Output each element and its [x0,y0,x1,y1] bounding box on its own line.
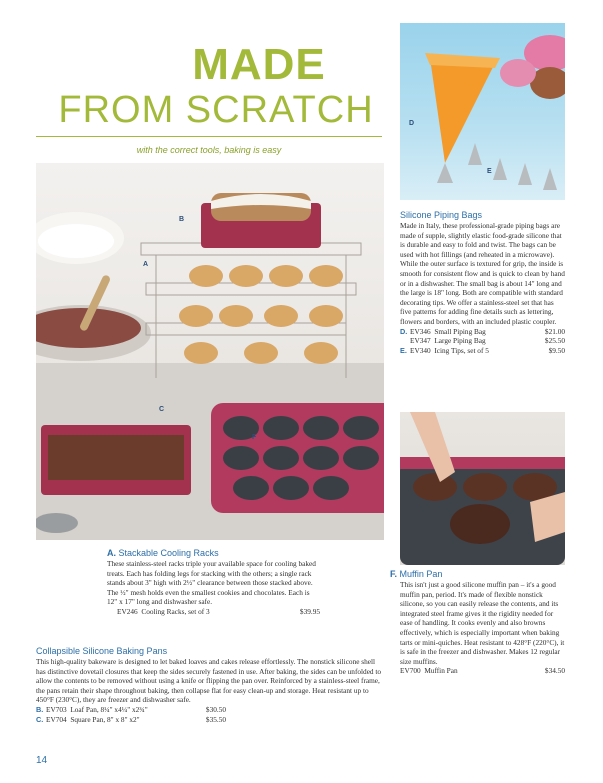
photo-muffin-pan [400,412,565,565]
item-price: $30.50 [205,704,226,714]
piping-photo-illustration [400,23,565,200]
item-sku: EV700 Muffin Pan [400,666,458,676]
page-number: 14 [36,755,48,766]
section-piping-bags [400,209,565,355]
photo-label-d: D [409,120,415,127]
photo-label-c: C [159,406,165,413]
muffin-heading [390,568,565,580]
piping-item-row [400,327,565,337]
photo-cooling-racks-and-pans [36,163,384,540]
item-price: $21.00 [544,326,565,336]
pans-description: This high-quality bakeware is designed to let baked loaves and cakes release effortlessly. The nonstick silicone shell has distinctive dovetail closures that keep the sides securely fastened in use. After baking, the sides can be unfolded to allow the contents to be removed without using a knife or flipping the pan over. Reinforced by a stainless-steel frame, the pans retain their shape throughout baking, then collapse flat for easy clean-up and storage. Heat resistant up to 450°F (230°C), they are freezer and dishwasher safe. [36,657,382,705]
muffin-description: This isn't just a good silicone muffin pan – it's a good muffin pan, period. It's made of flexible nonstick silicone, so you can easily release the contents, and its integrated steel frame gives it the rigidity needed for ease of handling. It cooks evenly and also browns effectively, which is especially important when baking tarts or mini-quiches. Heat resistant to 428°F (220°C), it is safe in the freezer and dishwasher. Makes 12 regular size muffins. [400,580,565,666]
piping-item-row [400,346,565,356]
photo-label-a: A [143,261,149,268]
item-price: $35.50 [205,714,226,724]
main-photo-illustration [36,163,384,540]
muffin-letter: F. [390,569,398,579]
item-letter [107,607,117,617]
piping-item-row [400,336,565,346]
item-price: $39.95 [299,606,320,616]
tagline: with the correct tools, baking is easy [136,145,282,155]
section-cooling-racks [107,547,320,617]
section-muffin-pan [390,568,565,676]
racks-item-row [107,607,320,617]
photo-label-b: B [179,216,185,223]
item-letter [400,336,410,346]
racks-heading [107,547,320,559]
item-sku: EV347 Large Piping Bag [410,336,486,346]
item-letter: B. [36,704,44,714]
piping-heading: Silicone Piping Bags [400,210,483,220]
photo-label-e: E [487,168,492,175]
pans-heading: Collapsible Silicone Baking Pans [36,646,168,656]
item-letter: D. [400,326,408,336]
racks-title: Stackable Cooling Racks [118,548,219,558]
photo-label-f: F [252,434,257,441]
photo-piping-bags [400,23,565,200]
pans-item-row [36,705,226,715]
item-sku: EV703 Loaf Pan, 8¼" x4¼" x2¾" [46,704,148,714]
item-letter [390,666,400,676]
item-sku: EV340 Icing Tips, set of 5 [410,345,489,355]
muffin-title: Muffin Pan [399,569,443,579]
pans-item-row [36,715,226,725]
item-sku: EV246 Cooling Racks, set of 3 [117,606,210,616]
item-sku: EV704 Square Pan, 8" x 8" x2" [46,714,140,724]
title-divider [36,136,382,137]
muffin-item-row [390,666,565,676]
item-price: $9.50 [548,345,565,355]
title-from-scratch: FROM SCRATCH [58,89,374,131]
racks-description: These stainless-steel racks triple your available space for cooling baked treats. Each has folding legs for stacking with the others; a single rack stands about 3" high with 2½" clearance between those stacked above. The ½" mesh holds even the smallest cookies and chocolates. Each is 12" x 17" long and dishwasher safe. [107,559,316,607]
item-price: $34.50 [544,666,565,676]
title-made: MADE [192,40,326,89]
muffin-photo-illustration [400,412,565,565]
racks-letter: A. [107,548,116,558]
item-letter: E. [400,345,407,355]
item-sku: EV346 Small Piping Bag [410,326,486,336]
item-price: $25.50 [544,336,565,346]
piping-description: Made in Italy, these professional-grade piping bags are made of supple, slightly elastic food-grade silicone that is durable and easy to fold and twist. The bags can be used with hot fillings (and reheated in a microwave). While the outer surface is textured for grip, the inside is smooth for consistent flow and is quick to clean by hand or in a dishwasher. The small bag is about 14" long and the large is 18" long. Both are compatible with standard decorating tips. We offer a stainless-steel set that has five patterns for adding fine details such as lettering, flowers and borders, with an included plastic coupler. [400,221,565,326]
item-letter: C. [36,714,44,724]
section-baking-pans [36,645,384,724]
